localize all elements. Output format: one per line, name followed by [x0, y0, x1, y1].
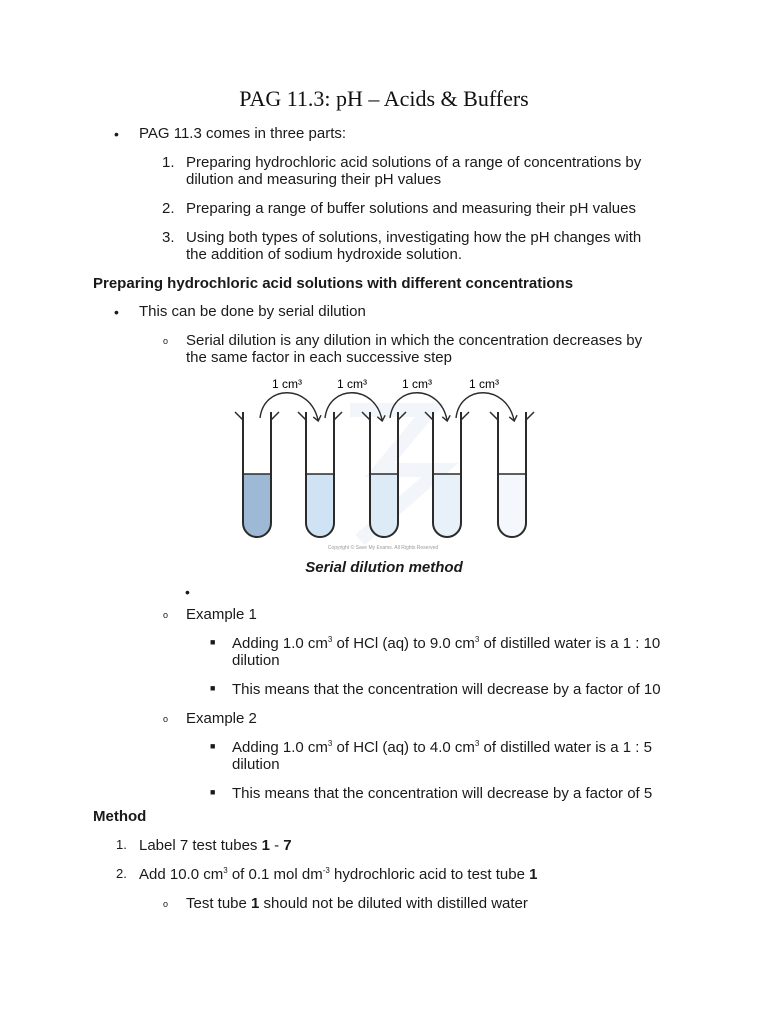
circle-bullet: o — [163, 610, 169, 620]
square-bullet: ■ — [210, 787, 216, 797]
method-step1: Label 7 test tubes 1 - 7 — [139, 837, 292, 854]
example2-item2: This means that the concentration will decrease by a factor of 5 — [232, 785, 653, 802]
test-tube-2 — [298, 412, 342, 537]
section1-sub-line2: the same factor in each successive step — [186, 349, 452, 366]
circle-bullet: o — [163, 714, 169, 724]
bullet-dot: • — [114, 126, 119, 142]
example1-item1-line2: dilution — [232, 652, 280, 669]
example1-item2: This means that the concentration will decrease by a factor of 10 — [232, 681, 661, 698]
list-number: 3. — [162, 229, 175, 246]
empty-bullet-dot: • — [185, 584, 190, 600]
example2-label: Example 2 — [186, 710, 257, 727]
section1-bullet-text: This can be done by serial dilution — [139, 303, 366, 320]
method-step2: Add 10.0 $cm^3$ of 0.1 mol $dm^{-3}$ hydrochloric acid to test tube 1 — [139, 866, 538, 883]
list-number: 2. — [162, 200, 175, 217]
part1-line2: dilution and measuring their pH values — [186, 171, 442, 188]
circle-bullet: o — [163, 899, 169, 909]
test-tube-1 — [235, 412, 279, 537]
circle-bullet: o — [163, 336, 169, 346]
intro-bullet-text: PAG 11.3 comes in three parts: — [139, 125, 347, 142]
method-heading: Method — [93, 808, 147, 825]
list-number: 1. — [162, 154, 175, 171]
part2-line1: Preparing a range of buffer solutions and measuring their pH values — [186, 200, 636, 217]
part1-line1: Preparing hydrochloric acid solutions of a range of concentrations by — [186, 154, 642, 171]
transfer-arrow — [260, 393, 318, 420]
transfer-label: 1 cm³ — [469, 377, 499, 391]
serial-dilution-diagram — [230, 370, 540, 555]
method-step2-sub: Test tube 1 should not be diluted with distilled water — [186, 895, 528, 912]
section1-sub-line1: Serial dilution is any dilution in which the concentration decreases by — [186, 332, 643, 349]
square-bullet: ■ — [210, 683, 216, 693]
part3-line1: Using both types of solutions, investigating how the pH changes with — [186, 229, 642, 246]
square-bullet: ■ — [210, 637, 216, 647]
list-number: 1. — [116, 837, 127, 852]
test-tube-5 — [490, 412, 534, 537]
section-heading: Preparing hydrochloric acid solutions with different concentrations — [93, 275, 574, 292]
square-bullet: ■ — [210, 741, 216, 751]
list-number: 2. — [116, 866, 127, 881]
transfer-label: 1 cm³ — [272, 377, 302, 391]
transfer-label: 1 cm³ — [402, 377, 432, 391]
example2-item1-line1: Adding 1.0 $cm^3$ of HCl (aq) to 4.0 $cm^3$ of distilled water is a 1 : 5 — [232, 739, 652, 756]
bullet-dot: • — [114, 304, 119, 320]
figure-caption: Serial dilution method — [305, 559, 463, 576]
example1-item1-line1: Adding 1.0 $cm^3$ of HCl (aq) to 9.0 $cm^3$ of distilled water is a 1 : 10 — [232, 635, 661, 652]
example2-item1-line2: dilution — [232, 756, 280, 773]
transfer-label: 1 cm³ — [337, 377, 367, 391]
example1-label: Example 1 — [186, 606, 257, 623]
part3-line2: the addition of sodium hydroxide solution. — [186, 246, 463, 263]
page-title: PAG 11.3: pH – Acids & Buffers — [239, 86, 529, 111]
copyright-text: Copyright © Save My Exams. All Rights Reserved — [327, 545, 439, 551]
